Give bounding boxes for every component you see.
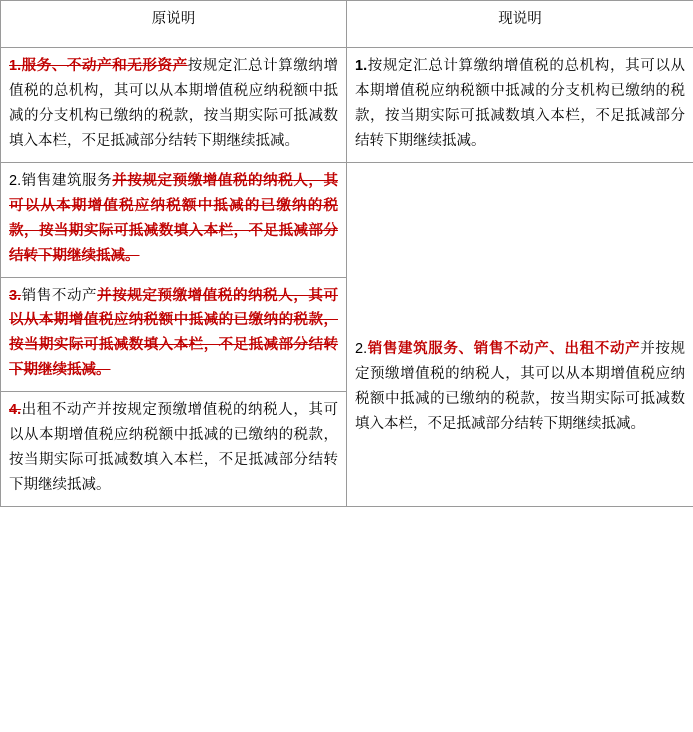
- current-text-1: 按规定汇总计算缴纳增值税的总机构，其可以从本期增值税应纳税额中抵减的分支机构已缴纳的税款，按当期实际可抵减数填入本栏，不足抵减部分结转下期继续抵减。: [355, 58, 685, 149]
- paragraph-current-2: [355, 337, 685, 437]
- table-header-row: [1, 1, 693, 48]
- paragraph-original-2: [9, 169, 338, 269]
- spacer-block: [355, 169, 685, 337]
- plain-text-4a: 出租不动产并按规定预缴增值税的纳税人，其可以从本期增值税应纳税额中抵减的已缴纳的税款，按当期实际可抵减数填入本栏，不足抵减部分结转下期继续抵减。: [9, 402, 338, 494]
- strike-number-4: 4.: [9, 402, 22, 419]
- cell-original-3: [1, 277, 347, 392]
- current-number-2: 2.: [355, 340, 368, 357]
- cell-original-2: [1, 162, 347, 277]
- plain-text-1a: 按规定汇总计算缴纳增值税的总机构，其可以从本期增值税应纳税额中抵减的分支机构已缴纳的税款，按当期实际可抵减数填入本栏，不足抵减部分结转下期继续抵减。: [9, 58, 339, 149]
- strike-number-3: 3.: [9, 287, 22, 304]
- strike-text-3a: 并按规定预缴增值税的纳税人，其可以从本期增值税应纳税额中抵减的已缴纳的税款，按当期实际可抵减数填入本栏，不足抵减部分结转下期继续抵减。: [9, 287, 339, 379]
- strike-text-1a: 服务、不动产和无形资产: [21, 58, 188, 74]
- table-row: [1, 162, 693, 277]
- paragraph-original-1: [9, 54, 338, 154]
- cell-current-1: [347, 48, 693, 163]
- current-number-1: 1.: [355, 58, 368, 74]
- plain-text-3a: 销售不动产: [21, 287, 98, 304]
- strike-number-1: 1.: [9, 58, 22, 74]
- current-text-2: 并按规定预缴增值税的纳税人，其可以从本期增值税应纳税额中抵减的已缴纳的税款，按当期实际可抵减数填入本栏，不足抵减部分结转下期继续抵减。: [355, 340, 686, 432]
- cell-original-1: [1, 48, 347, 163]
- strike-text-2a: 并按规定预缴增值税的纳税人，其可以从本期增值税应纳税额中抵减的已缴纳的税款，按当期实际可抵减数填入本栏，不足抵减部分结转下期继续抵减。: [9, 172, 339, 264]
- plain-text-2a: 销售建筑服务: [21, 172, 113, 189]
- plain-number-2: 2.: [9, 172, 22, 189]
- paragraph-original-3: [9, 284, 338, 384]
- cell-original-4: [1, 392, 347, 507]
- column-header-current: 现说明: [347, 1, 693, 48]
- cell-current-2: [347, 162, 693, 506]
- column-header-original: 原说明: [1, 1, 347, 48]
- paragraph-current-1: [355, 54, 685, 154]
- table-row: [1, 48, 693, 163]
- red-text-2a: 销售建筑服务、销售不动产、出租不动产: [367, 340, 641, 357]
- paragraph-original-4: [9, 398, 338, 498]
